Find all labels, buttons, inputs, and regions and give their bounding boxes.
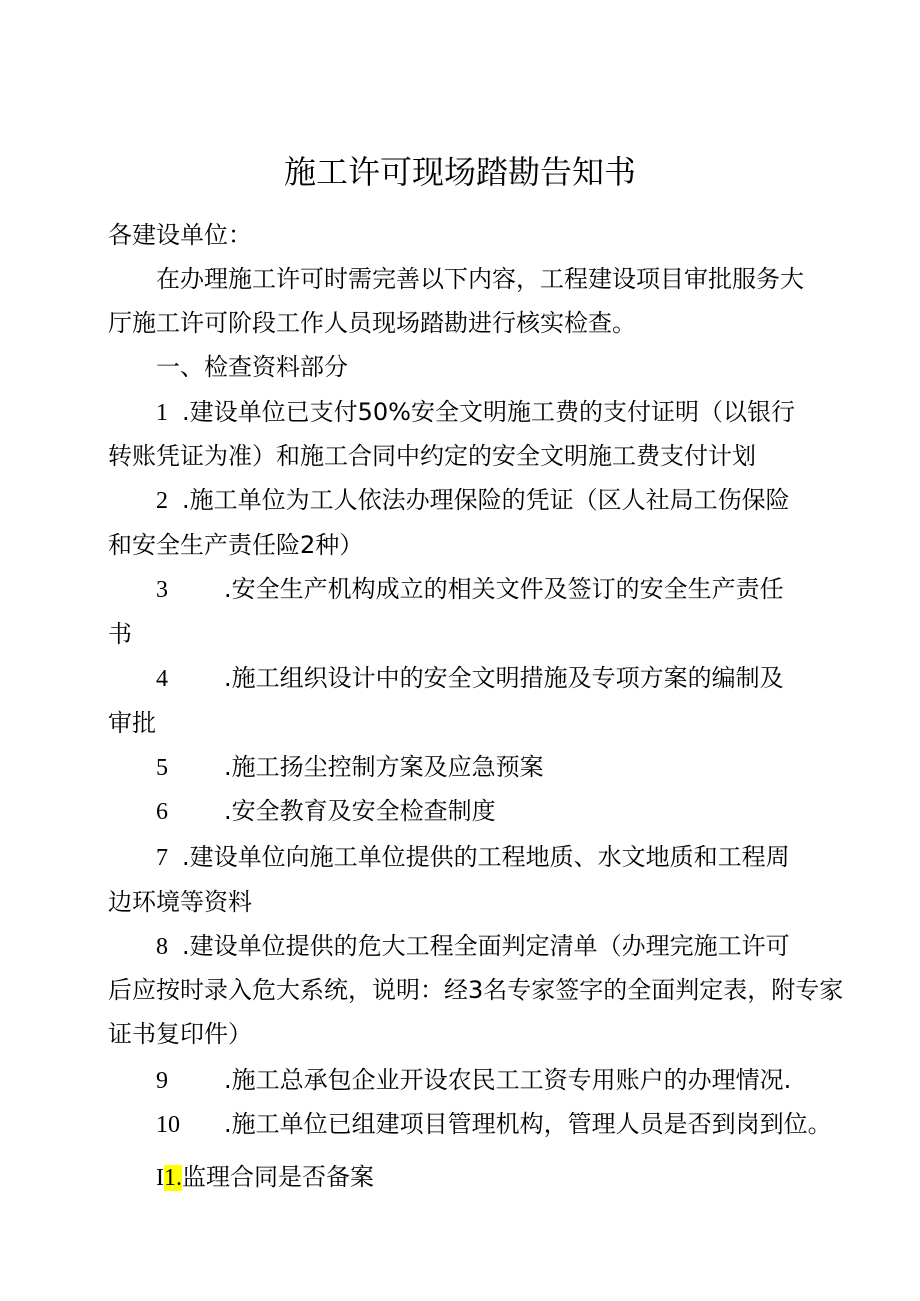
item-number: 10 [156, 1112, 180, 1138]
list-item [156, 929, 790, 964]
item-continuation: 书 [108, 620, 132, 648]
list-item [156, 750, 544, 785]
list-item [156, 483, 790, 518]
item-text: .施工扬尘控制方案及应急预案 [224, 753, 544, 781]
item-number: 5 [156, 755, 168, 781]
item-text: .施工单位为工人依法办理保险的凭证（区人社局工伤保险 [182, 486, 790, 514]
item-text: .建设单位向施工单位提供的工程地质、水文地质和工程周 [182, 843, 790, 871]
item-text: .施工单位已组建项目管理机构，管理人员是否到岗到位。 [224, 1110, 832, 1138]
item-number: 9 [156, 1068, 168, 1094]
list-item [156, 1063, 791, 1098]
document-title: 施工许可现场踏勘告知书 [283, 153, 636, 191]
item-text: .施工总承包企业开设农民工工资专用账户的办理情况. [224, 1066, 792, 1094]
item-number: 3 [156, 577, 168, 603]
item-text: .施工组织设计中的安全文明措施及专项方案的编制及 [224, 664, 784, 692]
list-item [156, 794, 496, 829]
list-item [156, 840, 790, 875]
list-item [156, 572, 784, 607]
section-heading: 一、检查资料部分 [156, 353, 348, 381]
item-continuation: 转账凭证为准）和施工合同中约定的安全文明施工费支付计划 [108, 442, 756, 470]
list-item [156, 661, 784, 696]
item-continuation: 后应按时录入危大系统，说明：经3名专家签字的全面判定表，附专家 [108, 976, 844, 1004]
list-item [156, 1107, 832, 1142]
item-number: 7 [156, 845, 168, 871]
item-number: 6 [156, 799, 168, 825]
list-item [156, 395, 795, 430]
item-text: .安全教育及安全检查制度 [224, 797, 496, 825]
item-number: 2 [156, 488, 168, 514]
item-text: 监理合同是否备案 [182, 1163, 374, 1191]
item-continuation: 证书复印件） [108, 1020, 252, 1048]
item-text: .安全生产机构成立的相关文件及签订的安全生产责任 [224, 575, 784, 603]
item-number-prefix: I [156, 1165, 164, 1191]
item-continuation: 和安全生产责任险2种） [108, 531, 364, 559]
list-item [156, 1160, 374, 1195]
item-continuation: 边环境等资料 [108, 888, 252, 916]
highlighted-number: 1. [164, 1165, 182, 1191]
item-number: 1 [156, 400, 168, 426]
item-continuation: 审批 [108, 709, 156, 737]
intro-line-2: 厅施工许可阶段工作人员现场踏勘进行核实检查。 [108, 309, 636, 337]
intro-line-1: 在办理施工许可时需完善以下内容，工程建设项目审批服务大 [156, 265, 804, 293]
item-text: .建设单位已支付50%安全文明施工费的支付证明（以银行 [182, 398, 795, 426]
item-number: 8 [156, 934, 168, 960]
salutation: 各建设单位： [108, 221, 252, 249]
item-text: .建设单位提供的危大工程全面判定清单（办理完施工许可 [182, 932, 790, 960]
item-number: 4 [156, 666, 168, 692]
